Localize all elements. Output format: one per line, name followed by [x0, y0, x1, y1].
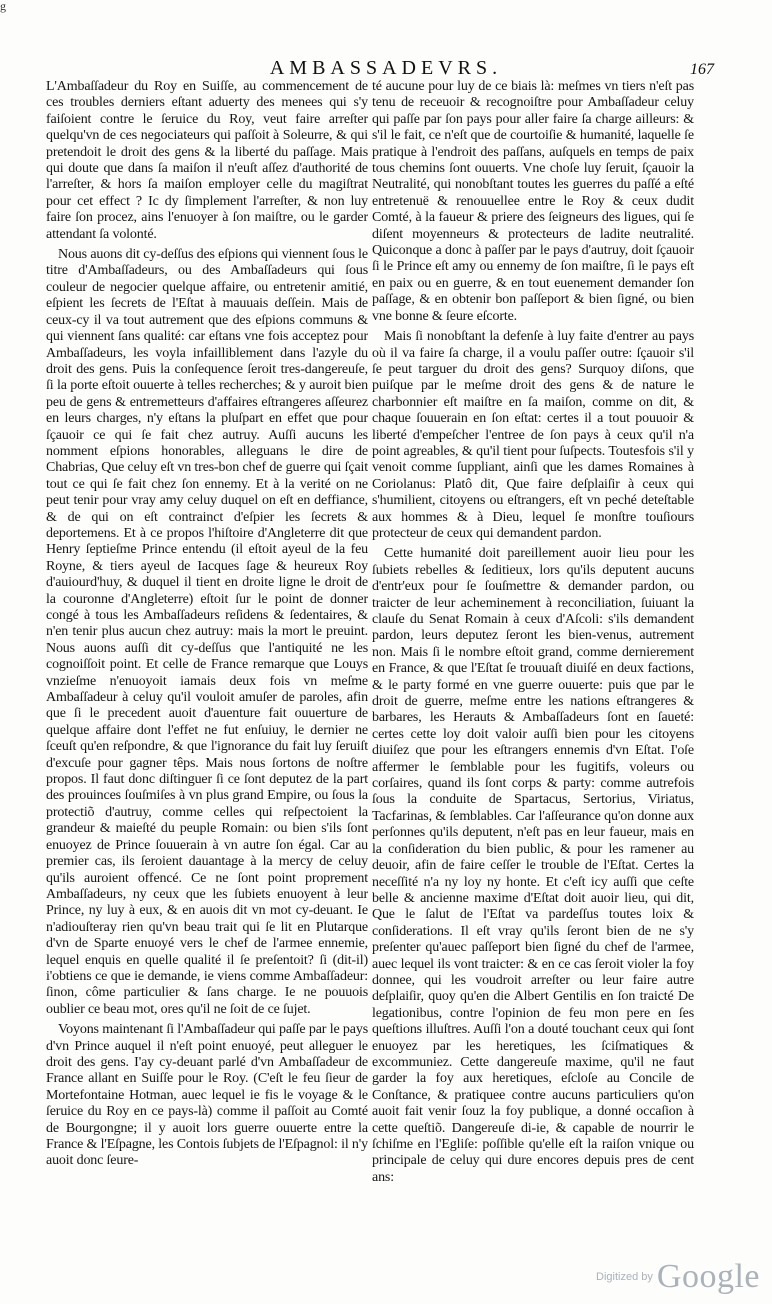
left-text-column [46, 79, 368, 1279]
watermark-prefix: Digitized by [596, 1271, 653, 1283]
corner-mark: g [0, 0, 6, 13]
paragraph: Nous auons dit cy-deſſus des eſpions qui viennent ſous le titre d'Ambaſſadeurs, ou des Ambaſſadeurs qui ſous couleur de negocier quelque affaire, ou entretenir amitié, eſpient les ſecrets de l'Eſtat à mauuais deſſein. Mais de ceux-cy il va tout autrement que des eſpions communs & qui viennent ſans qualité: car eſtans vne fois acceptez pour Ambaſſadeurs, les voyla infailliblement dans l'azyle du droit des gens. Puis la conſequence ſeroit tres-dangereuſe, ſi la porte eſtoit ouuerte à telles recherches; & y auroit bien peu de gens & entremetteurs d'affaires eſtrangeres aſſeurez en leurs charges, n'y eſtans la pluſpart en effet que pour ſçauoir ce qui ſe fait chez autruy. Auſſi aucuns les nomment eſpions honorables, alleguans le dire de Chabrias, Que celuy eſt vn tres-bon chef de guerre qui ſçait tout ce qui ſe fait chez ſon ennemy. Et à la verité on ne peut tenir pour vray amy celuy duquel on eſt en deffiance, & de qui on eſt contrainct d'eſpier les ſecrets & deportemens. Et à ce propos l'hiſtoire d'Angleterre dit que Henry ſeptieſme Prince entendu (il eſtoit ayeul de la feu Royne, & tiers ayeul de Iacques ſage & heureux Roy d'auiourd'huy, & duquel il tient en droite ligne le droit de la couronne d'Angleterre) eſtoit ſur le point de donner congé à tous les Ambaſſadeurs reſidens & ſedentaires, & n'en tenir plus aucun chez autruy: mais la mort le preuint. Nous auons auſſi dit cy-deſſus que l'antiquité ne les cognoiſſoit point. Et celle de France remarque que Louys vnzieſme n'enuoyoit iamais deux fois vn meſme Ambaſſadeur à celuy qu'il vouloit amuſer de paroles, afin que ſi le precedent auoit d'auenture fait ouuerture de quelque affaire dont l'effet ne fut enſuiuy, le dernier ne ſceuſt qu'en reſpondre, & que l'ignorance du fait luy ſeruiſt d'excuſe pour gagner têps. Mais nous ſortons de noſtre propos. Il faut donc diſtinguer ſi ce ſont deputez de la part des prouinces ſouſmiſes à vn plus grand Empire, ou ſous la protectiõ d'autruy, comme celles qui reſpectoient la grandeur & maieſté du peuple Romain: ou bien s'ils ſont enuoyez de Prince ſouuerain à vn autre ſon égal. Car au premier cas, ils ſeroient dauantage à la mercy de celuy qu'ils auroient offencé. Ce ne ſont point proprement Ambaſſadeurs, ny ceux que les ſubiets enuoyent à leur Prince, ny luy à eux, & en auois dit vn mot cy-deuant. Ie n'adiouſteray rien qu'vn beau trait qui ſe lit en Plutarque d'vn de Sparte enuoyé vers le chef de l'armee ennemie, lequel enquis en quelle qualité il ſe preſentoit? ſi (dit-il) i'obtiens ce que ie demande, ie viens comme Ambaſſadeur: ſinon, côme particulier & ſans charge. Ie ne pouuois oublier ce beau mot, ores qu'il ne ſoit de ce ſujet. [46, 247, 368, 1017]
paragraph: Mais ſi nonobſtant la defenſe à luy faite d'entrer au pays où il va faire ſa charge, il a voulu paſſer outre: ſçauoir s'il ſe peut targuer du droit des gens? Surquoy diſons, que puiſque par le meſme droit des gens & de nature le charbonnier eſt maiſtre en ſa maiſon, comme on dit, & chaque ſouuerain en ſon eſtat: certes il a tout pouuoir & liberté d'empeſcher l'entree de ſon pays à ceux qu'il n'a point agreables, & qu'il tient pour ſuſpects. Toutesfois s'il y venoit comme ſuppliant, ainſi que les dames Romaines à Coriolanus: Platô dit, Que faire deſplaiſir à ceux qui s'humilient, citoyens ou eſtrangers, eſt vn peché deteſtable aux hommes & à Dieu, lequel ſe monſtre touſiours protecteur de ceux qui demandent pardon. [372, 329, 694, 541]
page-number: 167 [690, 61, 714, 78]
running-title: AMBASSADEVRS. [269, 57, 503, 79]
digitized-by-google-watermark [520, 1258, 760, 1298]
paragraph: L'Ambaſſadeur du Roy en Suiſſe, au commencement de ces troubles derniers eſtant aduerty des menees qui s'y faiſoient contre le ſeruice du Roy, veut faire arreſter quelqu'vn de ces negociateurs qui paſſoit à Soleurre, & qui pretendoit le droit des gens & la liberté du paſſage. Mais qui doute que dans ſa maiſon il n'euſt aſſez d'authorité de l'arreſter, & hors ſa maiſon employer celle du magiſtrat pour cet effect ? Ic dy ſimplement l'arreſter, & non luy faire ſon procez, ains l'enuoyer à ſon maiſtre, ou le garder attendant ſa volonté. [46, 79, 368, 242]
paragraph: Voyons maintenant ſi l'Ambaſſadeur qui paſſe par le pays d'vn Prince auquel il n'eſt point enuoyé, peut alleguer le droit des gens. I'ay cy-deuant parlé d'vn Ambaſſadeur de France allant en Suiſſe pour le Roy. (C'eſt le feu ſieur de Mortefontaine Hotman, auec lequel ie fis le voyage & le ſeruice du Roy en ce pays-là) comme il paſſoit au Comté de Bourgongne; il y auoit lors guerre ouuerte entre la France & l'Eſpagne, les Contois ſubjets de l'Eſpagnol: il n'y auoit donc ſeure- [46, 1022, 368, 1169]
right-text-column [372, 79, 694, 1279]
paragraph: Cette humanité doit pareillement auoir lieu pour les ſubiets rebelles & ſeditieux, lors qu'ils deputent aucuns d'entr'eux pour ſe ſouſmettre & demander pardon, ou traicter de leur acheminement à reconciliation, ſuiuant la clauſe du Senat Romain à ceux d'Aſcoli: s'ils demandent pardon, leurs deputez ſeront les bien-venus, autrement non. Mais ſi le nombre eſtoit grand, comme dernierement en France, & que l'Eſtat ſe trouuaſt diuiſé en deux factions, & le party formé en vne guerre ouuerte: puis que par le droit de guerre, meſme entre les nations eſtrangeres & barbares, les Herauts & Ambaſſadeurs ſont en ſaueté: certes cette loy doit valoir auſſi bien pour les citoyens diuiſez que pour les eſtrangers ennemis d'vn Eſtat. I'oſe affermer le ſemblable pour les fugitifs, voleurs ou corſaires, quand ils ſont corps & party: comme autrefois ſous la conduite de Spartacus, Sertorius, Viriatus, Tacfarinas, & ſemblables. Car l'aſſeurance qu'on donne aux perſonnes qu'ils deputent, n'eſt pas en leur faueur, mais en la conſideration du bien public, & pour les ramener au deuoir, afin de faire ceſſer le trouble de l'Eſtat. Certes la neceſſité n'a ny loy ny honte. Et c'eſt icy auſſi que ceſte belle & ancienne maxime d'Eſtat doit auoir lieu, qui dit, Que le ſalut de l'Eſtat va pardeſſus toutes loix & conſiderations. Il eſt vray qu'ils ſeront bien de ne s'y preſenter qu'auec paſſeport bien ſigné du chef de l'armee, auec lequel ils vont traicter: & en ce cas ſeroit violer la foy donnee, qui les voudroit arreſter ou leur faire autre deſplaiſir, quoy qu'en die Albert Gentilis en ſon traicté De legationibus, contre l'opinion de feu mon pere en ſes queſtions illuſtres. Auſſi l'on a douté touchant ceux qui ſont enuoyez par les heretiques, les ſciſmatiques & excommuniez. Cette dangereuſe maxime, qu'il ne faut garder la foy aux heretiques, eſcloſe au Concile de Conſtance, & pratiquee contre aucuns particuliers qu'on auoit fait venir ſouz la foy publique, a donné occaſion à cette queſtiõ. Dangereuſe di-ie, & capable de nourrir le ſchiſme en l'Egliſe: poſſible qu'elle eſt la raiſon vnique ou principale de celuy qui dure encores depuis pres de cent ans: [372, 546, 694, 1185]
google-logo: Google [656, 1258, 760, 1295]
paragraph: té aucune pour luy de ce biais là: meſmes vn tiers n'eſt pas tenu de receuoir & recognoiſtre pour Ambaſſadeur celuy qui paſſe par ſon pays pour aller faire ſa charge ailleurs: & s'il le fait, ce n'eſt que de courtoiſie & humanité, laquelle ſe pratique à l'endroit des paſſans, auſquels en temps de paix tous chemins ſont ouuerts. Vne choſe luy ſeruit, ſçauoir la Neutralité, qui nonobſtant toutes les guerres du paſſé a eſté entretenuë & renouuellee entre le Roy & ceux dudit Comté, à la faueur & priere des ſeigneurs des ligues, qui ſe diſent moyenneurs & protecteurs de ladite neutralité. Quiconque a donc à paſſer par le pays d'autruy, doit ſçauoir ſi le Prince eſt amy ou ennemy de ſon maiſtre, ſi le pays eſt en paix ou en guerre, & en tout euenement demander ſon paſſage, & en obtenir bon paſſeport & bien ſigné, ou bien vne bonne & ſeure eſcorte. [372, 79, 694, 324]
